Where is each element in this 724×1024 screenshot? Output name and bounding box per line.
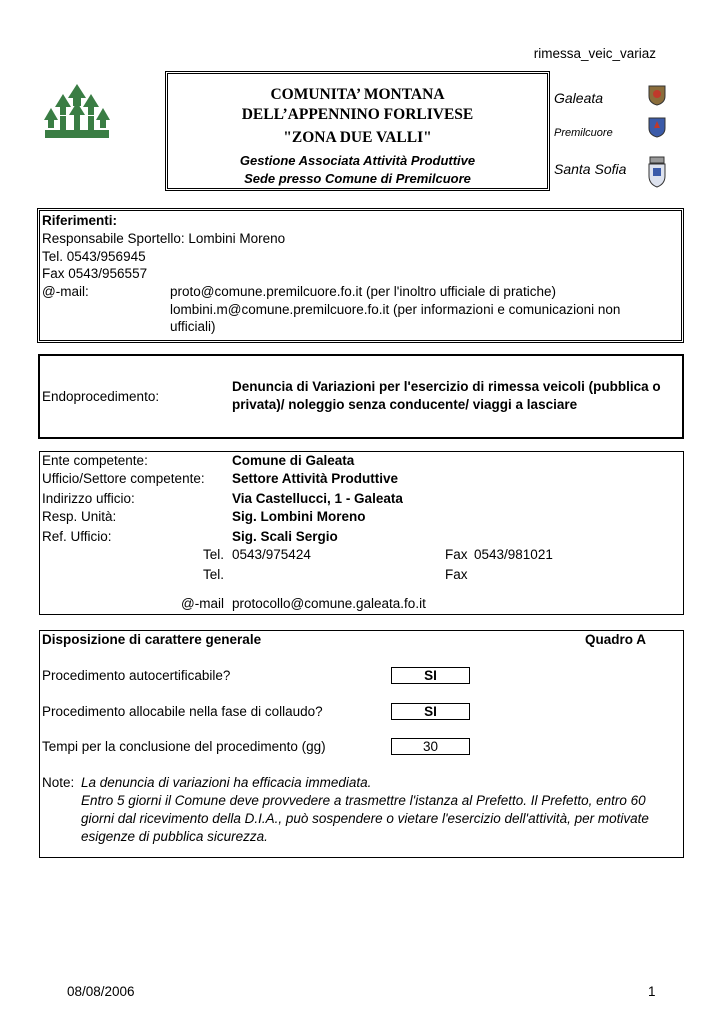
ente-mail-value[interactable]: protocollo@comune.galeata.fo.it	[232, 596, 426, 611]
header-subtitle-line2: Sede presso Comune di Premilcuore	[244, 171, 471, 186]
ente-fax-label: Fax	[445, 547, 468, 562]
ente-tel-label: Tel.	[203, 547, 225, 562]
ente-mail-label: @-mail	[181, 596, 224, 611]
document-code: rimessa_veic_variaz	[533, 46, 656, 61]
riferimenti-email2-line2: ufficiali)	[170, 319, 216, 334]
footer-page-number: 1	[648, 984, 656, 999]
town-santa-sofia: Santa Sofia	[554, 161, 627, 177]
collaudo-value: SI	[391, 703, 470, 720]
comunita-montana-logo	[44, 84, 110, 138]
riferimenti-tel: Tel. 0543/956945	[42, 249, 146, 264]
ente-competente-label: Ente competente:	[42, 453, 148, 468]
header-title-line1: COMUNITA’ MONTANA	[270, 86, 445, 103]
header-subtitle-line1: Gestione Associata Attività Produttive	[239, 153, 476, 168]
riferimenti-heading: Riferimenti:	[42, 213, 118, 228]
riferimenti-email1[interactable]: proto@comune.premilcuore.fo.it (per l'inoltro ufficiale di pratiche)	[170, 284, 556, 299]
collaudo-label: Procedimento allocabile nella fase di collaudo?	[42, 704, 323, 719]
note-line2: Entro 5 giorni il Comune deve provvedere a trasmettre l'istanza al Prefetto. Il Prefetto, entro 60	[81, 793, 646, 808]
note-line1: La denuncia di variazioni ha efficacia immediata.	[81, 775, 372, 790]
header-box	[165, 71, 550, 191]
premilcuore-crest-icon	[647, 116, 667, 138]
ente-fax2-label: Fax	[445, 567, 468, 582]
riferimenti-fax: Fax 0543/956557	[42, 266, 148, 281]
endoprocedimento-label: Endoprocedimento:	[42, 389, 160, 404]
ref-ufficio-label: Ref. Ufficio:	[42, 529, 112, 544]
disposizione-heading: Disposizione di carattere generale	[42, 632, 262, 647]
riferimenti-email-label: @-mail:	[42, 284, 89, 299]
town-galeata: Galeata	[554, 90, 604, 106]
ente-tel-value: 0543/975424	[232, 547, 311, 562]
ufficio-settore-label: Ufficio/Settore competente:	[42, 471, 205, 486]
tempi-label: Tempi per la conclusione del procedimento (gg)	[42, 739, 326, 754]
resp-unita-label: Resp. Unità:	[42, 509, 117, 524]
endoprocedimento-value-line1: Denuncia di Variazioni per l'esercizio di rimessa veicoli (pubblica o	[232, 379, 661, 394]
note-line4: esigenze di pubblica sicurezza.	[81, 829, 268, 844]
indirizzo-ufficio-value: Via Castellucci, 1 - Galeata	[232, 491, 403, 506]
riferimenti-email2-line1[interactable]: lombini.m@comune.premilcuore.fo.it (per informazioni e comunicazioni non	[170, 302, 621, 317]
town-premilcuore: Premilcuore	[554, 127, 613, 139]
header-title-line3: "ZONA DUE VALLI"	[283, 129, 432, 146]
autocertificabile-label: Procedimento autocertificabile?	[42, 668, 231, 683]
tempi-value: 30	[391, 738, 470, 755]
ref-ufficio-value: Sig. Scali Sergio	[232, 529, 338, 544]
indirizzo-ufficio-label: Indirizzo ufficio:	[42, 491, 135, 506]
note-label: Note:	[42, 775, 75, 790]
resp-unita-value: Sig. Lombini Moreno	[232, 509, 366, 524]
santa-sofia-crest-icon	[647, 156, 667, 188]
ufficio-settore-value: Settore Attività Produttive	[232, 471, 399, 486]
autocertificabile-value: SI	[391, 667, 470, 684]
responsabile-sportello: Responsabile Sportello: Lombini Moreno	[42, 231, 286, 246]
ente-fax-value: 0543/981021	[474, 547, 553, 562]
ente-tel2-label: Tel.	[203, 567, 225, 582]
galeata-crest-icon	[647, 84, 667, 106]
endoprocedimento-value-line2: privata)/ noleggio senza conducente/ viaggi a lasciare	[232, 397, 578, 412]
header-title-line2: DELL’APPENNINO FORLIVESE	[241, 106, 474, 123]
ente-competente-value: Comune di Galeata	[232, 453, 355, 468]
note-line3: giorni dal ricevimento della D.I.A., può sospendere o vietare l'esercizio dell'attività, per motivate	[81, 811, 649, 826]
footer-date: 08/08/2006	[67, 984, 135, 999]
quadro-label: Quadro A	[585, 632, 647, 647]
